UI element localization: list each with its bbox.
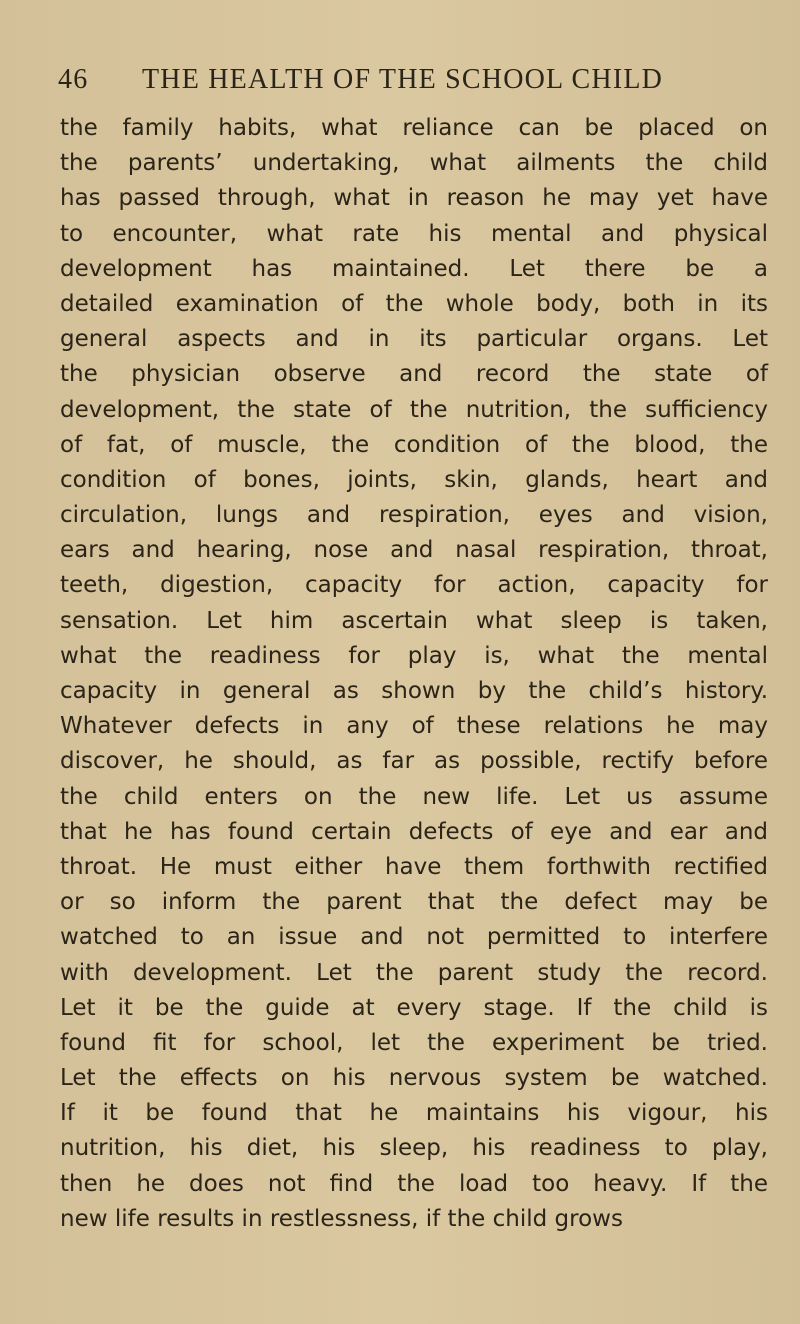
text-line: the family habits, what reliance can be placed on: [60, 115, 768, 141]
text-line: discover, he should, as far as possible, rectify before: [60, 748, 768, 775]
body-paragraph: [60, 111, 768, 1237]
text-line: what the readiness for play is, what the mental: [60, 642, 768, 669]
text-line: found fit for school, let the experiment be tried.: [60, 1029, 768, 1056]
text-line: sensation. Let him ascertain what sleep is taken,: [60, 607, 768, 634]
page-number: 46: [58, 64, 89, 95]
text-line: teeth, digestion, capacity for action, capacity for: [60, 572, 768, 599]
text-line: ears and hearing, nose and nasal respiration, throat,: [60, 537, 768, 564]
text-line: the physician observe and record the state of: [60, 361, 768, 388]
text-line: Whatever defects in any of these relations he may: [60, 713, 768, 740]
text-line: with development. Let the parent study the record.: [60, 959, 768, 986]
text-line: development, the state of the nutrition, the sufficiency: [60, 396, 768, 423]
text-line: to encounter, what rate his mental and physical: [60, 220, 768, 247]
text-line: then he does not find the load too heavy. If the: [60, 1170, 768, 1197]
text-line: the child enters on the new life. Let us assume: [60, 783, 768, 810]
text-line: nutrition, his diet, his sleep, his readiness to play,: [60, 1135, 768, 1162]
text-line: condition of bones, joints, skin, glands, heart and: [60, 466, 768, 493]
text-line: that he has found certain defects of eye and ear and: [60, 818, 768, 845]
text-line: Let it be the guide at every stage. If the child is: [60, 994, 768, 1021]
text-line: general aspects and in its particular organs. Let: [60, 326, 768, 353]
text-line: development has maintained. Let there be a: [60, 255, 768, 282]
running-head: THE HEALTH OF THE SCHOOL CHILD: [142, 64, 664, 95]
text-line: throat. He must either have them forthwith rectified: [60, 853, 768, 880]
text-line: If it be found that he maintains his vigour, his: [60, 1100, 768, 1127]
text-line: capacity in general as shown by the child’s history.: [60, 678, 768, 704]
text-line: new life results in restlessness, if the child grows: [60, 1205, 623, 1232]
text-line: Let the effects on his nervous system be watched.: [60, 1065, 768, 1092]
page-header: [58, 58, 742, 102]
text-line: has passed through, what in reason he may yet have: [60, 185, 768, 212]
text-line: watched to an issue and not permitted to interfere: [60, 924, 768, 951]
text-line: or so inform the parent that the defect may be: [60, 889, 768, 916]
text-line: detailed examination of the whole body, both in its: [60, 290, 768, 317]
text-line: of fat, of muscle, the condition of the blood, the: [60, 431, 768, 458]
text-line: the parents’ undertaking, what ailments the child: [60, 150, 768, 177]
text-line: circulation, lungs and respiration, eyes and vision,: [60, 502, 768, 529]
